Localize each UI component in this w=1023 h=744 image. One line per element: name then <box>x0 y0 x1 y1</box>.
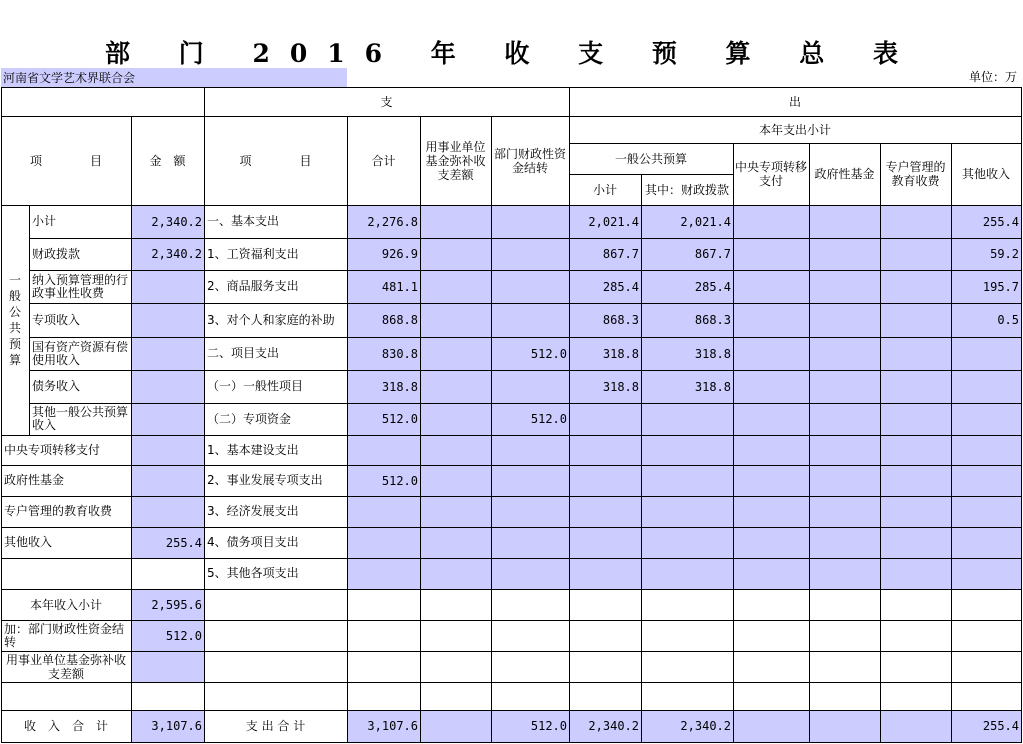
value-bumen <box>491 303 569 337</box>
expense-item-label: （二）专项资金 <box>207 411 292 426</box>
value-other: 59.2 <box>951 238 1021 270</box>
grid-line <box>1 651 1022 652</box>
income-item-label: 加：部门财政性资金结转 <box>4 621 125 649</box>
income-amount-value <box>131 435 204 465</box>
value-total: 926.9 <box>347 238 420 270</box>
income-item-label: 专户管理的教育收费 <box>4 504 113 518</box>
header-general-budget: 一般公共预算 <box>614 151 687 166</box>
expense-item-label <box>204 651 347 682</box>
value-subtotal: 867.7 <box>569 238 641 270</box>
grid-line <box>491 116 492 743</box>
value-of-which: 867.7 <box>641 238 733 270</box>
income-item-label: 中央专项转移支付 <box>4 442 101 457</box>
value-bumen <box>491 496 569 527</box>
value-subtotal: 2,340.2 <box>569 710 641 742</box>
value-total <box>347 589 420 620</box>
value-gov-fund <box>809 682 880 710</box>
value-subtotal <box>569 527 641 558</box>
income-item-label: 债务收入 <box>32 379 81 393</box>
header-gov-fund: 政府性基金 <box>814 167 875 181</box>
value-other <box>951 620 1021 651</box>
value-of-which: 2,021.4 <box>641 205 733 238</box>
income-amount-value <box>131 682 204 710</box>
value-of-which: 318.8 <box>641 370 733 403</box>
value-gov-fund <box>809 337 880 370</box>
header-of-which: 其中：财政拨款 <box>644 182 729 197</box>
value-subtotal: 318.8 <box>569 370 641 403</box>
grid-line <box>29 337 1022 338</box>
value-shiye <box>420 205 491 238</box>
value-total: 512.0 <box>347 465 420 496</box>
value-bumen: 512.0 <box>491 710 569 742</box>
value-of-which <box>641 527 733 558</box>
grid-line <box>1 435 1022 436</box>
income-amount-value <box>131 496 204 527</box>
value-other <box>951 435 1021 465</box>
expense-item-label: 二、项目支出 <box>207 346 280 360</box>
value-of-which <box>641 682 733 710</box>
value-central <box>733 651 809 682</box>
value-bumen: 512.0 <box>491 403 569 435</box>
expense-item-label: 1、工资福利支出 <box>207 246 299 261</box>
header-year-subtotal: 本年支出小计 <box>758 122 831 137</box>
header-chu: 出 <box>788 94 801 109</box>
income-amount-value <box>131 558 204 589</box>
value-subtotal: 285.4 <box>569 270 641 303</box>
value-total <box>347 496 420 527</box>
unit-label: 单位：万 <box>968 70 1017 84</box>
value-other <box>951 589 1021 620</box>
value-edu-fee <box>880 403 951 435</box>
value-of-which <box>641 651 733 682</box>
expense-item-label <box>204 620 347 651</box>
income-item-label: 政府性基金 <box>4 473 65 487</box>
value-shiye <box>420 403 491 435</box>
value-bumen <box>491 620 569 651</box>
expense-item-label: 一、基本支出 <box>207 214 280 228</box>
income-amount-value: 512.0 <box>131 620 204 651</box>
value-other: 195.7 <box>951 270 1021 303</box>
value-of-which <box>641 435 733 465</box>
value-other: 255.4 <box>951 205 1021 238</box>
income-item-label: 财政拨款 <box>32 246 81 261</box>
value-central <box>733 589 809 620</box>
income-amount-value <box>131 651 204 682</box>
grid-line <box>204 116 1022 117</box>
grid-line <box>1 116 205 117</box>
value-gov-fund <box>809 238 880 270</box>
income-item-label: 纳入预算管理的行政事业性收费 <box>32 272 129 300</box>
value-of-which <box>641 558 733 589</box>
value-bumen <box>491 558 569 589</box>
expense-item-label <box>204 682 347 710</box>
value-other <box>951 496 1021 527</box>
grid-line <box>1 558 1022 559</box>
expense-item-label: 3、对个人和家庭的补助 <box>207 312 335 327</box>
grid-line <box>1 205 1022 206</box>
value-total <box>347 558 420 589</box>
value-edu-fee <box>880 620 951 651</box>
value-subtotal <box>569 558 641 589</box>
value-other <box>951 370 1021 403</box>
grid-line <box>951 143 952 743</box>
value-shiye <box>420 370 491 403</box>
value-of-which: 285.4 <box>641 270 733 303</box>
grid-line <box>733 143 734 743</box>
grid-line <box>1 87 2 743</box>
value-other <box>951 403 1021 435</box>
income-amount-value: 3,107.6 <box>131 710 204 742</box>
income-amount-value <box>131 337 204 370</box>
value-gov-fund <box>809 527 880 558</box>
header-expense-item: 项 目 <box>239 153 312 168</box>
value-total <box>347 620 420 651</box>
value-edu-fee <box>880 589 951 620</box>
value-of-which <box>641 465 733 496</box>
value-gov-fund <box>809 589 880 620</box>
value-of-which <box>641 589 733 620</box>
grid-line <box>29 270 1022 271</box>
value-subtotal: 318.8 <box>569 337 641 370</box>
header-central: 中央专项转移支付 <box>734 160 807 188</box>
value-other <box>951 651 1021 682</box>
value-central <box>733 527 809 558</box>
grid-line <box>1 742 1022 743</box>
value-gov-fund <box>809 370 880 403</box>
income-item-label <box>1 558 131 589</box>
value-subtotal <box>569 496 641 527</box>
value-shiye <box>420 465 491 496</box>
value-gov-fund <box>809 403 880 435</box>
value-total: 318.8 <box>347 370 420 403</box>
value-edu-fee <box>880 682 951 710</box>
expense-item-label: 2、商品服务支出 <box>207 279 299 293</box>
income-group-label <box>1 205 29 435</box>
header-bumen: 部门财政性资金结转 <box>493 146 566 175</box>
value-total <box>347 682 420 710</box>
value-central <box>733 710 809 742</box>
income-item-label: 其他收入 <box>4 535 53 549</box>
income-item-label: 专项收入 <box>32 312 81 327</box>
value-shiye <box>420 558 491 589</box>
value-edu-fee <box>880 270 951 303</box>
value-central <box>733 682 809 710</box>
header-zhi: 支 <box>380 94 393 109</box>
grid-line <box>1 87 1022 88</box>
value-of-which <box>641 620 733 651</box>
income-amount-value <box>131 270 204 303</box>
value-total <box>347 651 420 682</box>
value-edu-fee <box>880 558 951 589</box>
value-total: 868.8 <box>347 303 420 337</box>
value-edu-fee <box>880 337 951 370</box>
value-bumen <box>491 651 569 682</box>
income-item-label: 其他一般公共预算收入 <box>32 405 129 432</box>
value-total: 2,276.8 <box>347 205 420 238</box>
value-total: 3,107.6 <box>347 710 420 742</box>
value-other: 0.5 <box>951 303 1021 337</box>
value-bumen <box>491 465 569 496</box>
expense-item-label: 支 出 合 计 <box>245 719 306 733</box>
expense-item-label <box>204 589 347 620</box>
value-other <box>951 337 1021 370</box>
value-gov-fund <box>809 496 880 527</box>
value-central <box>733 620 809 651</box>
value-gov-fund <box>809 435 880 465</box>
grid-line <box>809 143 810 743</box>
value-shiye <box>420 303 491 337</box>
value-subtotal: 2,021.4 <box>569 205 641 238</box>
grid-line <box>1 620 1022 621</box>
expense-item-label: 4、债务项目支出 <box>207 535 299 549</box>
value-of-which <box>641 403 733 435</box>
header-total: 合计 <box>371 153 396 168</box>
value-edu-fee <box>880 710 951 742</box>
value-shiye <box>420 620 491 651</box>
value-edu-fee <box>880 496 951 527</box>
grid-line <box>420 116 421 743</box>
value-bumen <box>491 682 569 710</box>
income-amount-value <box>131 465 204 496</box>
value-of-which: 2,340.2 <box>641 710 733 742</box>
value-bumen <box>491 370 569 403</box>
value-of-which: 868.3 <box>641 303 733 337</box>
value-subtotal <box>569 403 641 435</box>
grid-line <box>1 465 1022 466</box>
value-subtotal: 868.3 <box>569 303 641 337</box>
value-total <box>347 435 420 465</box>
value-other <box>951 558 1021 589</box>
value-gov-fund <box>809 620 880 651</box>
value-of-which: 318.8 <box>641 337 733 370</box>
grid-line <box>1 496 1022 497</box>
value-shiye <box>420 337 491 370</box>
value-total: 481.1 <box>347 270 420 303</box>
value-subtotal <box>569 651 641 682</box>
grid-line <box>641 174 642 743</box>
value-total: 512.0 <box>347 403 420 435</box>
value-edu-fee <box>880 527 951 558</box>
value-edu-fee <box>880 205 951 238</box>
value-gov-fund <box>809 270 880 303</box>
value-gov-fund <box>809 303 880 337</box>
value-shiye <box>420 710 491 742</box>
value-other <box>951 465 1021 496</box>
income-amount-value <box>131 403 204 435</box>
value-total: 830.8 <box>347 337 420 370</box>
value-central <box>733 403 809 435</box>
income-item-label: 小计 <box>32 214 57 228</box>
grid-line <box>569 174 734 175</box>
grid-line <box>880 143 881 743</box>
value-edu-fee <box>880 435 951 465</box>
value-bumen <box>491 238 569 270</box>
income-amount-value: 2,340.2 <box>131 205 204 238</box>
income-item-label: 本年收入小计 <box>29 597 102 612</box>
header-edu-fee: 专户管理的教育收费 <box>885 160 946 188</box>
grid-line <box>1021 87 1022 743</box>
value-shiye <box>420 651 491 682</box>
value-central <box>733 337 809 370</box>
income-amount-value: 255.4 <box>131 527 204 558</box>
income-item-label: 用事业单位基金弥补收支差额 <box>5 652 126 681</box>
grid-line <box>347 116 348 743</box>
income-item-label: 国有资产资源有偿使用收入 <box>32 339 129 367</box>
value-gov-fund <box>809 558 880 589</box>
income-amount-value: 2,595.6 <box>131 589 204 620</box>
header-income-item: 项 目 <box>29 153 102 168</box>
grid-line <box>29 403 1022 404</box>
value-central <box>733 238 809 270</box>
value-edu-fee <box>880 238 951 270</box>
value-other <box>951 527 1021 558</box>
value-gov-fund <box>809 651 880 682</box>
value-subtotal <box>569 435 641 465</box>
value-shiye <box>420 435 491 465</box>
value-edu-fee <box>880 370 951 403</box>
value-bumen <box>491 527 569 558</box>
value-gov-fund <box>809 205 880 238</box>
value-shiye <box>420 238 491 270</box>
value-shiye <box>420 496 491 527</box>
value-other <box>951 682 1021 710</box>
income-amount-value: 2,340.2 <box>131 238 204 270</box>
value-subtotal <box>569 465 641 496</box>
value-central <box>733 303 809 337</box>
value-central <box>733 370 809 403</box>
page-title: 部 门 2016 年 收 支 预 算 总 表 <box>105 39 918 68</box>
expense-item-label: （一）一般性项目 <box>207 379 304 393</box>
value-subtotal <box>569 620 641 651</box>
income-item-label: 收 入 合 计 <box>23 719 108 733</box>
value-central <box>733 496 809 527</box>
income-item-label <box>1 682 131 710</box>
value-gov-fund <box>809 465 880 496</box>
grid-line <box>204 87 205 743</box>
expense-item-label: 5、其他各项支出 <box>207 566 299 580</box>
value-total <box>347 527 420 558</box>
grid-line <box>569 87 570 743</box>
value-central <box>733 270 809 303</box>
grid-line <box>1 527 1022 528</box>
value-central <box>733 435 809 465</box>
value-edu-fee <box>880 651 951 682</box>
expense-item-label: 1、基本建设支出 <box>207 442 299 457</box>
grid-line <box>29 303 1022 304</box>
value-subtotal <box>569 589 641 620</box>
value-edu-fee <box>880 465 951 496</box>
value-shiye <box>420 527 491 558</box>
income-amount-value <box>131 370 204 403</box>
value-shiye <box>420 589 491 620</box>
value-shiye <box>420 270 491 303</box>
expense-item-label: 2、事业发展专项支出 <box>207 473 323 487</box>
income-group-text: 一般公共预算 <box>8 273 21 367</box>
value-bumen <box>491 270 569 303</box>
organization-name: 河南省文学艺术界联合会 <box>1 68 347 87</box>
value-edu-fee <box>880 303 951 337</box>
value-bumen: 512.0 <box>491 337 569 370</box>
header-subtotal: 小计 <box>592 182 617 197</box>
value-subtotal <box>569 682 641 710</box>
grid-line <box>29 370 1022 371</box>
value-central <box>733 558 809 589</box>
header-shiye: 用事业单位基金弥补收支差额 <box>425 139 486 182</box>
value-gov-fund <box>809 710 880 742</box>
grid-line <box>29 205 30 436</box>
value-bumen <box>491 435 569 465</box>
grid-line <box>131 116 132 743</box>
value-other: 255.4 <box>951 710 1021 742</box>
value-central <box>733 465 809 496</box>
grid-line <box>29 238 1022 239</box>
expense-item-label: 3、经济发展支出 <box>207 504 299 518</box>
header-other: 其他收入 <box>961 167 1010 181</box>
value-bumen <box>491 205 569 238</box>
grid-line <box>1 589 1022 590</box>
value-of-which <box>641 496 733 527</box>
value-bumen <box>491 589 569 620</box>
grid-line <box>1 710 1022 711</box>
value-central <box>733 205 809 238</box>
header-income-amount: 金 额 <box>149 153 186 168</box>
grid-line <box>569 143 1022 144</box>
income-amount-value <box>131 303 204 337</box>
value-shiye <box>420 682 491 710</box>
grid-line <box>1 682 1022 683</box>
